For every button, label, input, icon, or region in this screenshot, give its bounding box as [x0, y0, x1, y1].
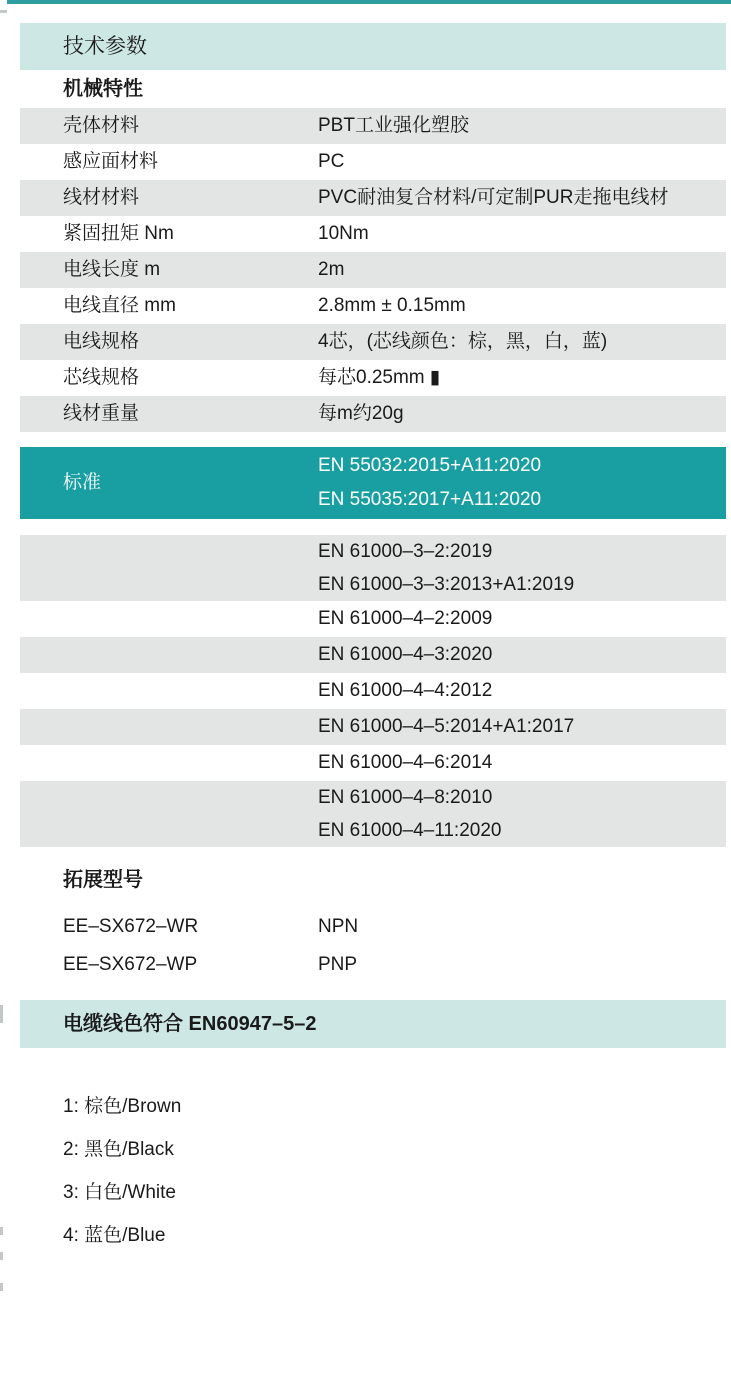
row-label: 紧固扭矩 Nm — [63, 223, 174, 244]
extended-models-heading: 拓展型号 — [63, 869, 143, 891]
standard-entry: EN 61000–4–8:2010 — [318, 787, 493, 808]
cable-colors-band — [20, 1000, 726, 1048]
row-value: 每芯0.25mm ▮ — [318, 367, 441, 388]
standard-entry: EN 61000–4–3:2020 — [318, 644, 493, 665]
row-value: 每m约20g — [318, 403, 404, 424]
list-item: 2: 黑色/Black — [63, 1139, 174, 1160]
row-value: 10Nm — [318, 223, 369, 244]
table-row — [20, 946, 726, 984]
table-row — [20, 216, 726, 252]
standards-group — [20, 745, 726, 781]
standards-highlight-values — [318, 449, 541, 517]
row-value: 2.8mm ± 0.15mm — [318, 295, 466, 316]
page-edge-artifact — [0, 1005, 3, 1023]
standards-group — [20, 637, 726, 673]
standards-group — [20, 673, 726, 709]
model-output-type: NPN — [318, 916, 359, 937]
mechanical-heading: 机械特性 — [63, 78, 143, 100]
row-label: 感应面材料 — [63, 151, 159, 172]
mechanical-table — [20, 108, 726, 432]
standard-entry: EN 61000–4–2:2009 — [318, 608, 493, 629]
row-label: 线材材料 — [63, 187, 140, 208]
section-title-band — [20, 23, 726, 70]
row-value: 2m — [318, 259, 345, 280]
top-accent-strip — [7, 0, 731, 4]
standard-entry: EN 55032:2015+A11:2020 — [318, 455, 542, 476]
table-row — [20, 108, 726, 144]
extended-models-table — [20, 908, 726, 984]
cable-colors-heading: 电缆线色符合 EN60947–5–2 — [63, 1013, 317, 1035]
model-name: EE–SX672–WP — [63, 954, 198, 975]
row-value: PBT工业强化塑胶 — [318, 115, 469, 136]
row-value: PC — [318, 151, 345, 172]
table-row — [20, 144, 726, 180]
row-value: PVC耐油复合材料/可定制PUR走拖电线材 — [318, 187, 669, 208]
list-item: 3: 白色/White — [63, 1182, 176, 1203]
standards-highlight-band — [20, 447, 726, 519]
standard-entry: EN 61000–4–5:2014+A1:2017 — [318, 716, 575, 737]
table-row — [20, 288, 726, 324]
table-row — [20, 396, 726, 432]
standards-label: 标准 — [63, 472, 102, 493]
table-row — [20, 252, 726, 288]
page-edge-artifact — [0, 10, 7, 13]
standards-group — [20, 535, 726, 601]
row-label: 电线长度 m — [63, 259, 161, 280]
standards-list — [20, 535, 726, 847]
list-item: 4: 蓝色/Blue — [63, 1225, 166, 1246]
table-row — [20, 908, 726, 946]
table-row — [20, 324, 726, 360]
row-label: 电线规格 — [63, 331, 140, 352]
standards-group — [20, 601, 726, 637]
cable-colors-list — [63, 1085, 181, 1257]
standard-entry: EN 55035:2017+A11:2020 — [318, 489, 542, 510]
standards-group — [20, 781, 726, 847]
row-label: 电线直径 mm — [63, 295, 176, 316]
page-title: 技术参数 — [63, 35, 147, 58]
standard-entry: EN 61000–3–3:2013+A1:2019 — [318, 574, 575, 595]
standard-entry: EN 61000–4–6:2014 — [318, 752, 493, 773]
model-output-type: PNP — [318, 954, 358, 975]
standard-entry: EN 61000–4–4:2012 — [318, 680, 493, 701]
table-row — [20, 360, 726, 396]
standard-entry: EN 61000–3–2:2019 — [318, 541, 493, 562]
page-edge-artifact — [0, 1283, 3, 1291]
row-label: 壳体材料 — [63, 115, 140, 136]
list-item: 1: 棕色/Brown — [63, 1096, 182, 1117]
page-edge-artifact — [0, 1227, 3, 1235]
standards-group — [20, 709, 726, 745]
table-row — [20, 180, 726, 216]
row-value: 4芯，(芯线颜色：棕，黑，白，蓝) — [318, 331, 608, 352]
row-label: 线材重量 — [63, 403, 140, 424]
row-label: 芯线规格 — [63, 367, 140, 388]
page-edge-artifact — [0, 1252, 3, 1260]
standard-entry: EN 61000–4–11:2020 — [318, 820, 502, 841]
model-name: EE–SX672–WR — [63, 916, 199, 937]
